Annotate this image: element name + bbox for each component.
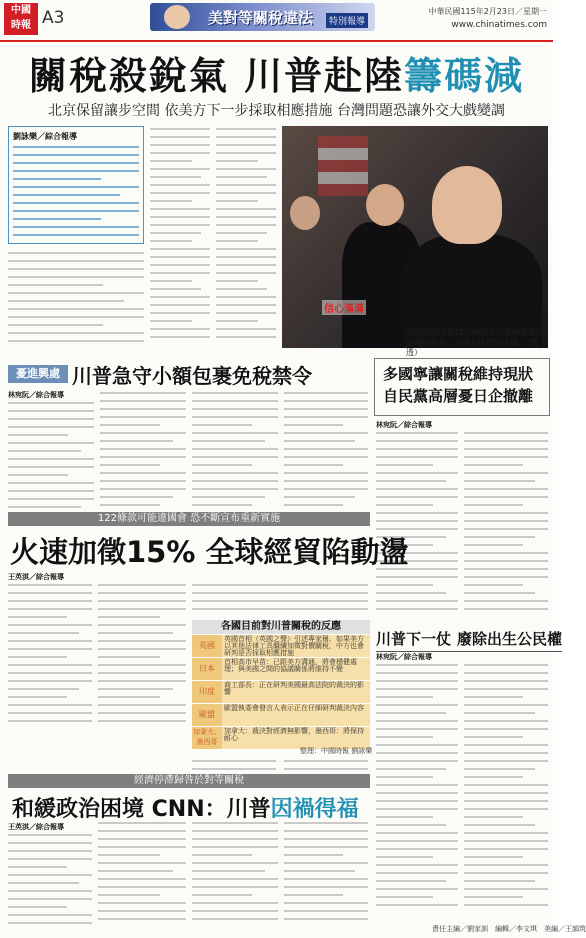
lead-text xyxy=(13,146,139,236)
banner-portrait-icon xyxy=(164,5,190,29)
headline-highlight: 籌碼減 xyxy=(404,54,525,98)
byline: 林宛阮／綜合報導 xyxy=(8,391,64,399)
article-column xyxy=(192,584,368,616)
table-title: 各國目前對川普關稅的反應 xyxy=(192,620,370,634)
article-column xyxy=(464,432,548,616)
article-column xyxy=(376,664,458,912)
table-cell-country: 加拿大、墨西哥 xyxy=(192,727,222,749)
article-column xyxy=(376,432,458,616)
section-tag: 憂進興處 xyxy=(8,365,68,383)
article-column xyxy=(192,392,278,520)
issue-date: 中華民國115年2月23日／星期一 xyxy=(428,7,547,16)
table-row xyxy=(192,658,370,681)
article-column xyxy=(464,664,548,912)
byline: 王英淇／綜合報導 xyxy=(8,573,64,581)
sub-headline: 北京保留讓步空間 依美方下一步採取相應措施 台灣問題恐讓外交大戲變調 xyxy=(48,103,505,119)
banner-subtitle: 特別報導 xyxy=(326,13,368,28)
table-cell-reaction: 英國首相（英國之聲）引述專家稱，如果美方以其他法律工具繼續加徵對價關稅，中方也會研判是否採取相應措施 xyxy=(222,635,370,657)
page-number: A3 xyxy=(42,8,65,28)
banner-title: 美對等關稅違法 xyxy=(208,9,314,27)
newspaper-logo: 中國 時報 xyxy=(4,3,38,35)
page-credits: 責任主編／劉家訓 編輯／李文琪 美編／王韻筑 xyxy=(432,925,586,933)
byline: 王英淇／綜合報導 xyxy=(8,823,64,831)
reaction-table xyxy=(192,620,370,746)
section-headline: 多國寧讓關稅維持現狀 xyxy=(383,365,534,383)
article-column xyxy=(8,584,92,728)
table-cell-country: 日本 xyxy=(192,658,222,680)
article-column xyxy=(150,128,210,344)
table-cell-reaction: 商工部長：正在研判美國最高法院的裁決的影響 xyxy=(222,681,370,703)
byline: 林宛阮／綜合報導 xyxy=(376,653,432,661)
flag-shape xyxy=(318,136,368,196)
table-cell-reaction: 首相高市早苗：已跟美方溝通，將會穩健處理；與美國之間的協議關係將維持不變 xyxy=(222,658,370,680)
table-row xyxy=(192,681,370,704)
lead-summary-box xyxy=(8,126,144,244)
section-headline: 川普下一仗 廢除出生公民權 xyxy=(376,628,562,652)
table-cell-reaction: 加拿大：裁決對經濟無影響，墨西哥：將保持耐心 xyxy=(222,727,370,749)
section-headline: 和緩政治困境 CNN：川普因禍得福 xyxy=(12,797,359,822)
section-headline: 川普急守小額包裹免稅禁令 xyxy=(72,364,312,388)
table-cell-country: 英國 xyxy=(192,635,222,657)
table-row xyxy=(192,635,370,658)
article-column xyxy=(284,392,368,520)
table-cell-country: 歐盟 xyxy=(192,704,222,726)
main-headline: 關稅殺銳氣 川普赴陸籌碼減 xyxy=(28,54,525,98)
article-column xyxy=(284,822,368,926)
table-cell-country: 印度 xyxy=(192,681,222,703)
section-headline: 自民黨高層憂日企撤離 xyxy=(383,387,534,405)
photo-caption: 美國總統川普21日晚間在白宮晚宴款待全國的州長。大談上任後的成績。（路透） xyxy=(406,328,545,357)
special-report-banner xyxy=(150,3,375,31)
table-row xyxy=(192,704,370,727)
table-source: 整理：中國時報 劉詠樂 xyxy=(300,747,373,755)
article-column xyxy=(8,834,92,930)
article-column xyxy=(8,252,144,348)
photo-tag: 信心滿滿 xyxy=(322,300,366,315)
article-column xyxy=(192,822,278,926)
section-headline: 火速加徵15% 全球經貿陷動盪 xyxy=(10,535,409,569)
byline: 劉詠樂／綜合報導 xyxy=(13,132,77,141)
section-kicker-bar: 122條款可能違國會 恐不斷宣布重新實施 xyxy=(8,512,370,526)
article-column xyxy=(216,128,276,344)
masthead xyxy=(0,0,553,42)
table-cell-reaction: 歐盟執委會發言人表示正在仔細研判裁決內容 xyxy=(222,704,370,726)
article-column xyxy=(98,584,186,728)
section-kicker-bar: 經濟停滯歸咎於對等關稅 xyxy=(8,774,370,788)
byline: 林宛阮／綜合報導 xyxy=(376,421,432,429)
article-column xyxy=(100,392,186,520)
website-url: www.chinatimes.com xyxy=(451,20,547,30)
article-column xyxy=(8,402,94,522)
headline-highlight: 因禍得福 xyxy=(270,797,359,822)
article-column xyxy=(98,822,186,926)
sidebar-headline-box xyxy=(374,358,550,416)
